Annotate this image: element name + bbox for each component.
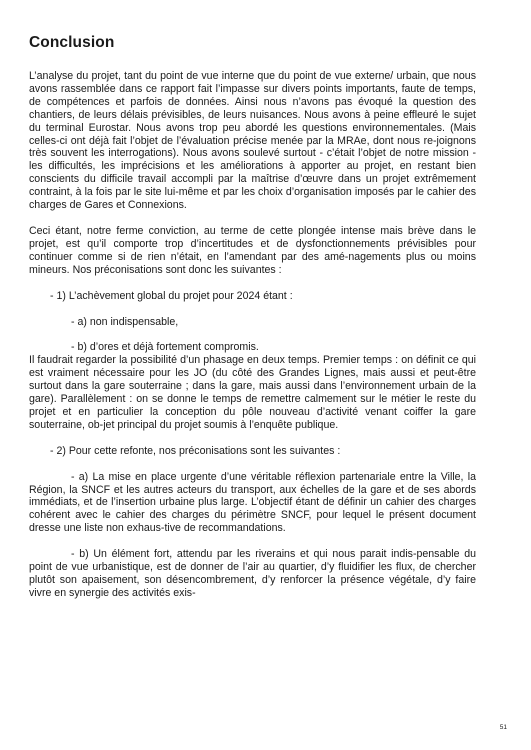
page-title: Conclusion xyxy=(29,34,115,51)
recommendation-2a: - a) La mise en place urgente d’une véritable réflexion partenariale entre la Ville, la Région, la SNCF et les autres acteurs du transport, aux échelles de la gare et de ses abords immédiats, et de l’insertion urbaine plus large. L’objectif étant de définir un cahier des charges cohérent avec le cahier des charges du périmètre SNCF, pour lequel le présent document dresse une liste non exhaus-tive de recommandations. xyxy=(29,470,476,535)
page-number: 51 xyxy=(499,724,507,731)
recommendation-1a: - a) non indispensable, xyxy=(71,315,179,328)
paragraph-conviction: Ceci étant, notre ferme conviction, au terme de cette plongée intense mais brève dans le projet, est qu’il comporte trop d’incertitudes et de dysfonctionnements prévisibles pour continuer comme si de rien n’était, en l’amendant par des amé-nagements plus ou moins mineurs. Nos préconisations sont donc les suivantes : xyxy=(29,224,476,276)
recommendation-1b: - b) d’ores et déjà fortement compromis. xyxy=(71,341,259,354)
recommendation-1: - 1) L’achèvement global du projet pour 2024 étant : xyxy=(50,289,293,302)
document-body xyxy=(29,70,476,600)
recommendation-2b: - b) Un élément fort, attendu par les riverains et qui nous parait indis-pensable du point de vue urbanistique, est de donner de l’air au quartier, d’y fluidifier les flux, de chercher plutôt son apaisement, son désencombrement, d’y renforcer la présence végétale, d’y faire vivre en synergie des activités exis- xyxy=(29,548,476,599)
paragraph-analysis: L’analyse du projet, tant du point de vue interne que du point de vue externe/ urbain, que nous avons rassemblée dans ce rapport fait l’impasse sur divers points importants, faute de temps, de compétences et parfois de données. Ainsi nous n’avons pas évoqué la question des chantiers, de leurs délais prévisibles, de leurs nuisances. Nous avons à peine effleuré le sujet du terminal Eurostar. Nous avons trop peu abordé les questions environnementales. (Mais celles-ci ont déjà fait l’objet de l’évaluation précise menée par la MRAe, dont nous re-joignons très souvent les interrogations). Nous avons soulevé surtout - c’était l’objet de notre mission - les difficultés, les imprécisions et les améliorations à apporter au projet, en restant bien conscients du difficile travail accompli par la maîtrise d’œuvre dans un projet extrêmement contraint, à la fois par le site lui-même et par les choix d’organisation imposés par le cahier des charges de Gares et Connexions. xyxy=(29,70,476,212)
recommendation-2: - 2) Pour cette refonte, nos préconisations sont les suivantes : xyxy=(50,444,341,457)
paragraph-phasing: Il faudrait regarder la possibilité d’un phasage en deux temps. Premier temps : on définit ce qui est vraiment nécessaire pour les JO (du côté des Grandes Lignes, mais aussi et peut-être surtout dans la gare souterraine ; dans la gare, mais aussi dans l’environnement urbain de la gare). Parallèlement : on se donne le temps de remettre calmement sur le métier le reste du projet et en particulier la conception du pôle nouveau d’activité venant coiffer la gare souterraine, ob-jet principal du projet soumis à l’enquête publique. xyxy=(29,354,476,431)
